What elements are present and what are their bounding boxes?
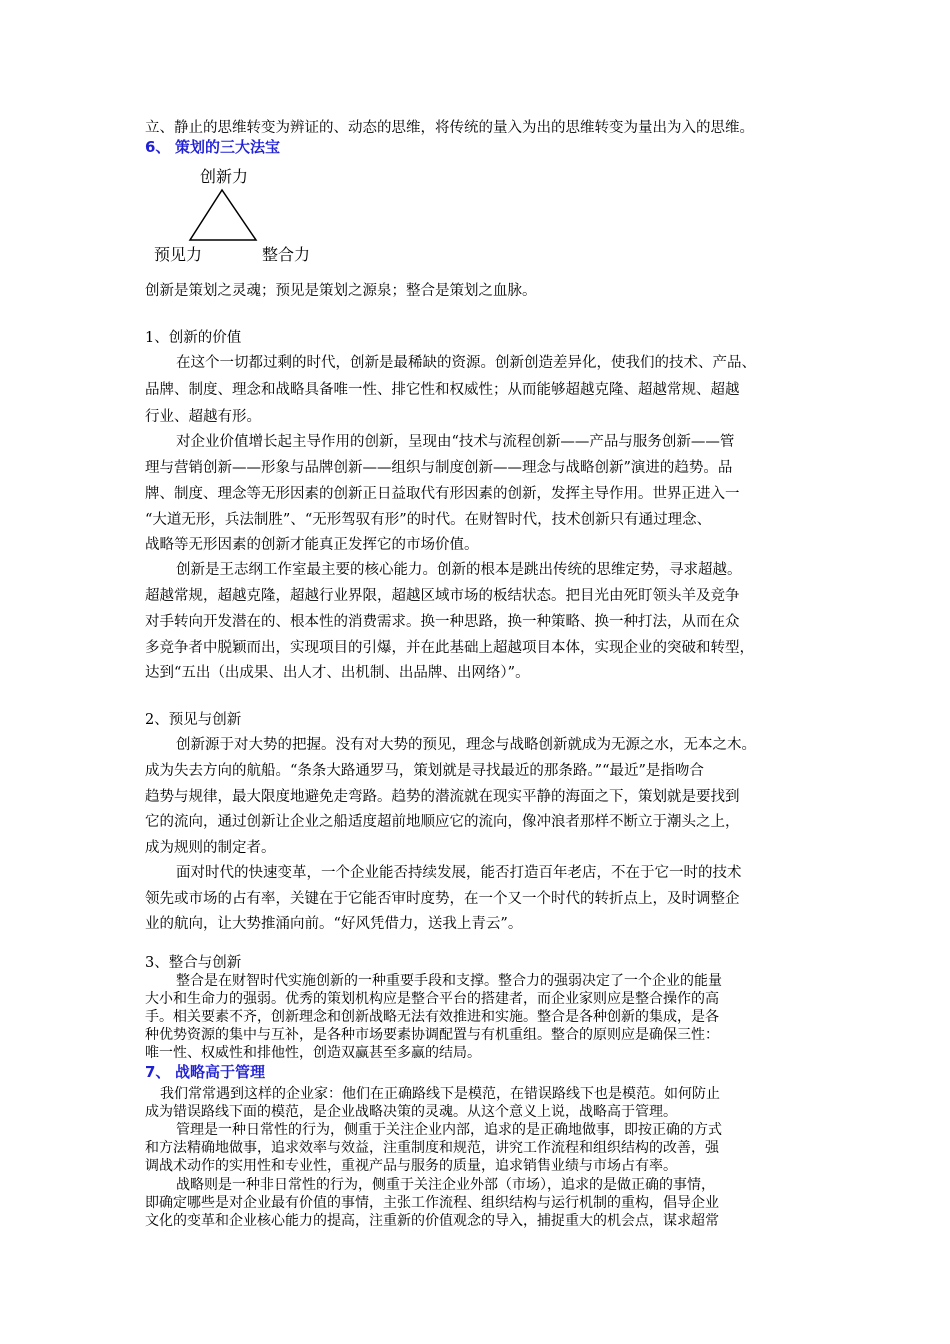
s1-line: 超越常规，超越克隆，超越行业界限，超越区域市场的板结状态。把目光由死盯领头羊及竞争 (145, 588, 740, 604)
diagram-label-innovation: 创新力 (200, 167, 249, 186)
s1-line: 对手转向开发潜在的、根本性的消费需求。换一种思路，换一种策略、换一种打法，从而在众 (145, 614, 740, 630)
s7-line: 调战术动作的实用性和专业性，重视产品与服务的质量，追求销售业绩与市场占有率。 (145, 1158, 677, 1174)
s1-line: 战略等无形因素的创新才能真正发挥它的市场价值。 (145, 537, 479, 553)
section-7-number: 7、 (145, 1063, 171, 1081)
s7-line: 和方法精确地做事，追求效率与效益，注重制度和规范，讲究工作流程和组织结构的改善，强 (145, 1140, 719, 1156)
s7-line: 战略则是一种非日常性的行为，侧重于关注企业外部（市场），追求的是做正确的事情， (176, 1177, 715, 1193)
diagram-label-integration: 整合力 (262, 245, 311, 264)
s1-line: 在这个一切都过剩的时代，创新是最稀缺的资源。创新创造差异化，使我们的技术、产品、 (176, 355, 756, 371)
diagram-label-foresight: 预见力 (154, 245, 203, 264)
s7-line: 文化的变革和企业核心能力的提高，注重新的价值观念的导入，捕捉重大的机会点，谋求超常 (145, 1213, 719, 1229)
s2-line: 领先或市场的占有率，关键在于它能否审时度势，在一个又一个时代的转折点上，及时调整企 (145, 891, 740, 907)
s7-line: 管理是一种日常性的行为，侧重于关注企业内部，追求的是正确地做事，即按正确的方式 (176, 1122, 722, 1138)
subsection-1-title: 1、创新的价值 (145, 330, 242, 346)
subsection-2-title: 2、预见与创新 (145, 712, 242, 728)
section-7-title: 战略高于管理 (175, 1063, 266, 1081)
s7-line: 我们常常遇到这样的企业家：他们在正确路线下是模范，在错误路线下也是模范。如何防止 (160, 1086, 720, 1102)
s7-line: 成为错误路线下面的模范，是企业战略决策的灵魂。从这个意义上说，战略高于管理。 (145, 1104, 677, 1120)
s2-line: 成为规则的制定者。 (145, 840, 276, 856)
s1-line: 创新是王志纲工作室最主要的核心能力。创新的根本是跳出传统的思维定势，寻求超越。 (176, 562, 742, 578)
s1-line: 多竞争者中脱颖而出，实现项目的引爆，并在此基础上超越项目本体，实现企业的突破和转型， (145, 640, 754, 656)
s1-line: 牌、制度、理念等无形因素的创新正日益取代有形因素的创新，发挥主导作用。世界正进入一 (145, 486, 740, 502)
s1-line: “大道无形，兵法制胜”、“无形驾驭有形”的时代。在财智时代，技术创新只有通过理念、 (145, 512, 712, 528)
s2-line: 创新源于对大势的把握。没有对大势的预见，理念与战略创新就成为无源之水，无本之木。 (176, 737, 756, 753)
subsection-3-title: 3、整合与创新 (145, 955, 242, 971)
section-6-heading (145, 136, 280, 157)
s1-line: 达到“五出（出成果、出人才、出机制、出品牌、出网络）”。 (145, 665, 530, 681)
s1-line: 品牌、制度、理念和战略具备唯一性、排它性和权威性；从而能够超越克隆、超越常规、超越 (145, 382, 740, 398)
s3-line: 唯一性、权威性和排他性，创造双赢甚至多赢的结局。 (145, 1045, 481, 1061)
triangle-diagram (150, 160, 330, 270)
section-7-heading (145, 1061, 265, 1082)
s2-line: 业的航向，让大势推涌向前。“好风凭借力，送我上青云”。 (145, 916, 523, 932)
section-6-title: 策划的三大法宝 (175, 138, 281, 156)
s1-line: 对企业价值增长起主导作用的创新，呈现由“技术与流程创新——产品与服务创新——管 (176, 434, 735, 450)
s1-line: 行业、超越有形。 (145, 409, 261, 425)
s2-line: 面对时代的快速变革，一个企业能否持续发展，能否打造百年老店，不在于它一时的技术 (176, 865, 742, 881)
s2-line: 成为失去方向的航船。“条条大路通罗马，策划就是寻找最近的那条路。”“最近”是指吻合 (145, 763, 704, 779)
s7-line: 即确定哪些是对企业最有价值的事情，主张工作流程、组织结构与运行机制的重构，倡导企业 (145, 1195, 719, 1211)
summary-line: 创新是策划之灵魂；预见是策划之源泉；整合是策划之血脉。 (145, 283, 537, 299)
s2-line: 趋势与规律，最大限度地避免走弯路。趋势的潜流就在现实平静的海面之下，策划就是要找到 (145, 789, 740, 805)
s2-line: 它的流向，通过创新让企业之船适度超前地顺应它的流向，像冲浪者那样不断立于潮头之上， (145, 814, 740, 830)
s3-line: 手。相关要素不齐，创新理念和创新战略无法有效推进和实施。整合是各种创新的集成，是各 (145, 1009, 719, 1025)
s1-line: 理与营销创新——形象与品牌创新——组织与制度创新——理念与战略创新”演进的趋势。品 (145, 460, 733, 476)
s3-line: 整合是在财智时代实施创新的一种重要手段和支撑。整合力的强弱决定了一个企业的能量 (176, 973, 722, 989)
top-line: 立、静止的思维转变为辨证的、动态的思维，将传统的量入为出的思维转变为量出为入的思维。 (145, 120, 754, 136)
s3-line: 种优势资源的集中与互补，是各种市场要素协调配置与有机重组。整合的原则应是确保三性： (145, 1027, 719, 1043)
section-6-number: 6、 (145, 138, 171, 156)
s3-line: 大小和生命力的强弱。优秀的策划机构应是整合平台的搭建者，而企业家则应是整合操作的高 (145, 991, 719, 1007)
